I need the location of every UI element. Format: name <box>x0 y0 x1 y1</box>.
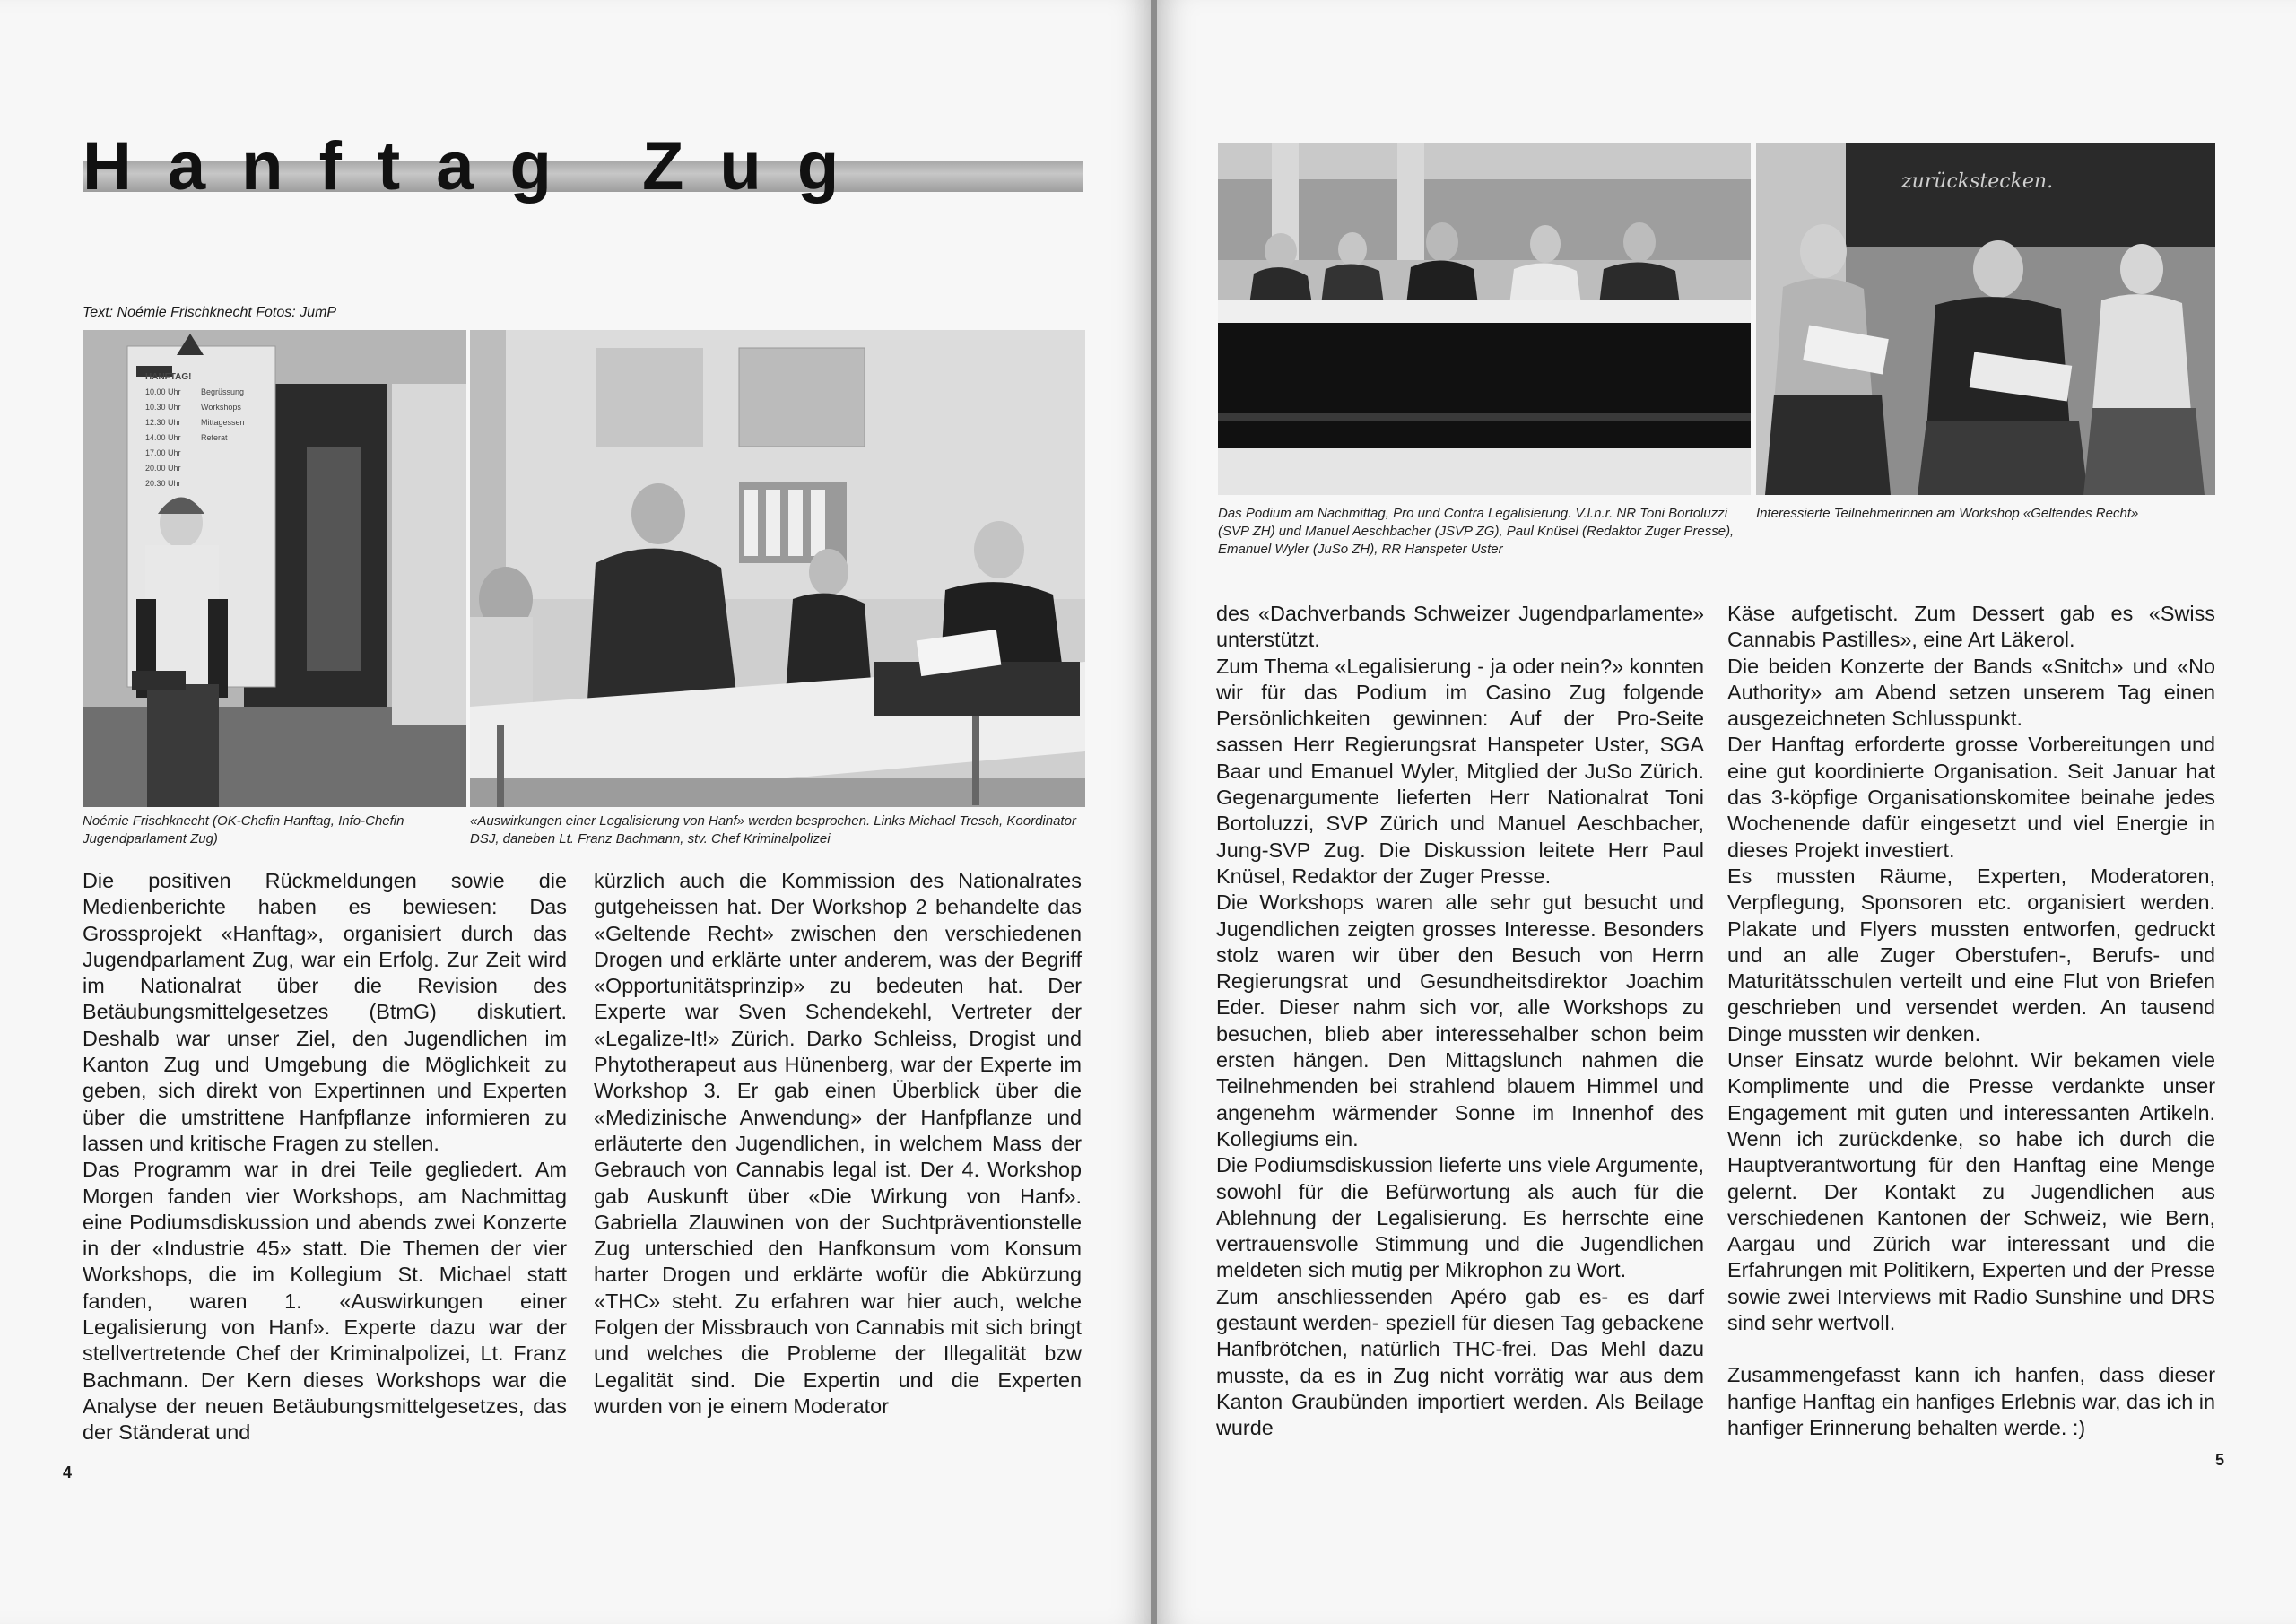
poster-time: 20.00 Uhr <box>145 464 181 473</box>
photo-podium <box>1218 143 1751 495</box>
page-number-right: 5 <box>2215 1451 2225 1469</box>
poster-label: Begrüssung <box>201 387 245 396</box>
caption-podium: Das Podium am Nachmittag, Pro und Contra Legalisierung. V.l.n.r. NR Toni Bortoluzzi (SVP ZH) und Manuel Aeschbacher (JSVP ZG), Paul Knüsel (Redaktor Zuger Presse), Emanuel Wyler (JuSo ZH), RR Hanspeter Uster <box>1218 506 1735 557</box>
poster-label: Referat <box>201 433 228 442</box>
caption-participants: Interessierte Teilnehmerinnen am Workshop «Geltendes Recht» <box>1756 506 2139 521</box>
poster-row <box>145 430 262 446</box>
poster-row <box>145 461 262 476</box>
paragraph: Unser Einsatz wurde belohnt. Wir bekamen viele Komplimente und die Presse verdankte unser Engagement mit guten und interessanten Artikeln. Wenn ich zurückdenke, so habe ich durch die Hauptverantwortung für den Hanftag eine Menge gelernt. Der Kontakt zu Jugendlichen aus verschiedenen Kantonen der Schweiz, wie Bern, Aargau und Zürich war interessant und die Erfahrungen mit Politikern, Experten und der Presse sowie zwei Interviews mit Radio Sunshine und DRS sind sehr wertvoll. <box>1727 1048 2215 1335</box>
poster-time: 14.00 Uhr <box>145 433 181 442</box>
photo-speaker <box>83 330 466 807</box>
paragraph: Das Programm war in drei Teile gegliedert. Am Morgen fanden vier Workshops, am Nachmittag eine Podiumsdiskussion und abends zwei Konzerte in der «Industrie 45» statt. Die Themen der vier Workshops, die im Kollegium St. Michael statt fanden, waren 1. «Auswirkungen einer Legalisierung von Hanf». Experte dazu war der stellvertretende Chef der Kriminalpolizei, Lt. Franz Bachmann. Der Kern dieses Workshops war die Analyse der neuen Betäubungsmittelgesetzes, das der Ständerat und <box>83 1158 567 1445</box>
paragraph: kürzlich auch die Kommission des Nationalrates gutgeheissen hat. Der Workshop 2 behandelte das «Geltende Recht» zwischen den verschiedenen Drogen und erklärte unter anderem, was der Begriff «Opportunitätsprinzip» zu bedeuten hat. Der Experte war Sven Schendekehl, Vertreter der «Legalize-It!» Zürich. Darko Schleiss, Drogist und Phytotherapeut aus Hünenberg, war der Experte im Workshop 3. Er gab einen Überblick über die «Medizinische Anwendung» der Hanfpflanze und erläuterte den Jugendlichen, in welchem Mass der Gebrauch von Cannabis legal ist. Der 4. Workshop gab Auskunft über «Die Wirkung von Hanf». Gabriella Zlauwinen von der Suchtpräventionstelle Zug unterschied den Hanfkonsum vom Konsum harter Drogen und erklärte wofür die Abkürzung «THC» steht. Zu erfahren war hier auch, welche Folgen der Missbrauch von Cannabis mit sich bringt und welches die Probleme der Illegalität bzw Legalität sind. Die Expertin und die Experten wurden von je einem Moderator <box>594 869 1082 1418</box>
page-number-left: 4 <box>63 1463 73 1481</box>
credit-line: Text: Noémie Frischknecht Fotos: JumP <box>83 305 337 320</box>
photo-podium-image <box>1218 143 1751 495</box>
caption-speaker: Noémie Frischknecht (OK-Chefin Hanftag, Info-Chefin Jugendparlament Zug) <box>83 813 404 847</box>
body-column-4 <box>1727 601 2215 1441</box>
blackboard-text: zurückstecken. <box>1901 170 2054 193</box>
paragraph: Zum Thema «Legalisierung - ja oder nein?» konnten wir für das Podium im Casino Zug folgende Persönlichkeiten gewinnen: Auf der Pro-Seite sassen Herr Regierungsrat Hanspeter Uster, SGA Baar und Emanuel Wyler, Mitglied der JuSo Zürich. Gegenargumente lieferten Herr Nationalrat Toni Bortoluzzi, SVP Zürich und Manuel Aeschbacher, Jung-SVP Zug. Die Diskussion leitete Herr Paul Knüsel, Redaktor der Zuger Presse. <box>1216 654 1704 888</box>
photo-participants-image <box>1756 143 2215 495</box>
poster-header: HANFTAG! <box>145 372 192 382</box>
poster-row <box>145 415 262 430</box>
caption-workshop: «Auswirkungen einer Legalisierung von Hanf» werden besprochen. Links Michael Tresch, Koordinator DSJ, daneben Lt. Franz Bachmann, stv. Chef Kriminalpolizei <box>470 813 1076 847</box>
photo-workshop-image <box>470 330 1085 807</box>
paragraph: Die positiven Rückmeldungen sowie die Medienberichte haben es bewiesen: Das Grossprojekt «Hanftag», organisiert durch das Jugendparlament Zug, war ein Erfolg. Zur Zeit wird im Nationalrat über die Revision des Betäubungsmittelgesetzes (BtmG) diskutiert. Deshalb war unser Ziel, den Jugendlichen im Kanton Zug und Umgebung die Möglichkeit zu geben, sich direkt von Expertinnen und Experten über die umstrittene Hanfpflanze informieren zu lassen und kritische Fragen zu stellen. <box>83 869 567 1155</box>
photo-participants <box>1756 143 2215 495</box>
paragraph: Die beiden Konzerte der Bands «Snitch» und «No Authority» am Abend setzen unserem Tag einen ausgezeichneten Schlusspunkt. <box>1727 654 2215 731</box>
paragraph: des «Dachverbands Schweizer Jugendparlamente» unterstützt. <box>1216 602 1704 652</box>
article-title: Hanftag Zug <box>83 128 875 204</box>
photo-workshop <box>470 330 1085 807</box>
body-column-1 <box>83 868 567 1446</box>
poster-time: 12.30 Uhr <box>145 418 181 427</box>
body-column-2 <box>594 868 1082 1420</box>
photo-speaker-image <box>83 330 466 807</box>
poster-time: 17.00 Uhr <box>145 448 181 457</box>
poster-time: 10.30 Uhr <box>145 403 181 412</box>
paragraph: Käse aufgetischt. Zum Dessert gab es «Swiss Cannabis Pastilles», eine Art Läkerol. <box>1727 602 2215 652</box>
poster-row <box>145 476 262 491</box>
poster-row <box>145 400 262 415</box>
poster-rows <box>145 385 262 491</box>
page-gutter <box>1151 0 1157 1624</box>
paragraph-closing: Zusammengefasst kann ich hanfen, dass dieser hanfige Hanftag ein hanfiges Erlebnis war, das ich in hanfiger Erinnerung behalten werde. :) <box>1727 1363 2215 1439</box>
paragraph: Die Podiumsdiskussion lieferte uns viele Argumente, sowohl für die Befürwortung als auch für die Ablehnung der Legalisierung. Es herrschte eine vertrauensvolle Stimmung und die Jugendlichen meldeten sich mutig per Mikrophon zu Wort. <box>1216 1153 1704 1282</box>
poster-time: 20.30 Uhr <box>145 479 181 488</box>
poster-text <box>145 369 262 491</box>
paragraph: Zum anschliessenden Apéro gab es- es darf gestaunt werden- speziell für diesen Tag gebackene Hanfbrötchen, natürlich THC-frei. Das Mehl dazu musste, da es in Zug nicht vorrätig war aus dem Kanton Graubünden importiert werden. Als Beilage wurde <box>1216 1284 1704 1440</box>
poster-row <box>145 446 262 461</box>
poster-row <box>145 385 262 400</box>
body-column-3 <box>1216 601 1704 1442</box>
paragraph: Es mussten Räume, Experten, Moderatoren, Verpflegung, Sponsoren etc. organisiert werden. Plakate und Flyers mussten entworfen, gedruckt und an alle Zuger Oberstufen-, Berufs- und Maturitätsschulen verteilt und eine Flut von Briefen geschrieben und versendet werden. An tausend Dinge mussten wir denken. <box>1727 864 2215 1046</box>
poster-time: 10.00 Uhr <box>145 387 181 396</box>
paragraph: Der Hanftag erforderte grosse Vorbereitungen und eine gut koordinierte Organisation. Seit Januar hat das 3-köpfige Organisationskomitee beinahe jedes Wochenende dafür eingesetzt und viel Energie in dieses Projekt investiert. <box>1727 733 2215 862</box>
poster-label: Mittagessen <box>201 418 245 427</box>
paragraph: Die Workshops waren alle sehr gut besucht und Jugendlichen zeigten grosses Interesse. Besonders stolz waren wir über den Besuch von Herrn Regierungsrat und Gesundheitsdirektor Joachim Eder. Dieser nahm sich vor, alle Workshops zu besuchen, blieb aber interessehalber schon beim ersten hängen. Den Mittagslunch nahmen die Teilnehmenden bei strahlend blauem Himmel und angenehm wärmender Sonne im Innenhof des Kollegiums ein. <box>1216 890 1704 1151</box>
poster-label: Workshops <box>201 403 241 412</box>
